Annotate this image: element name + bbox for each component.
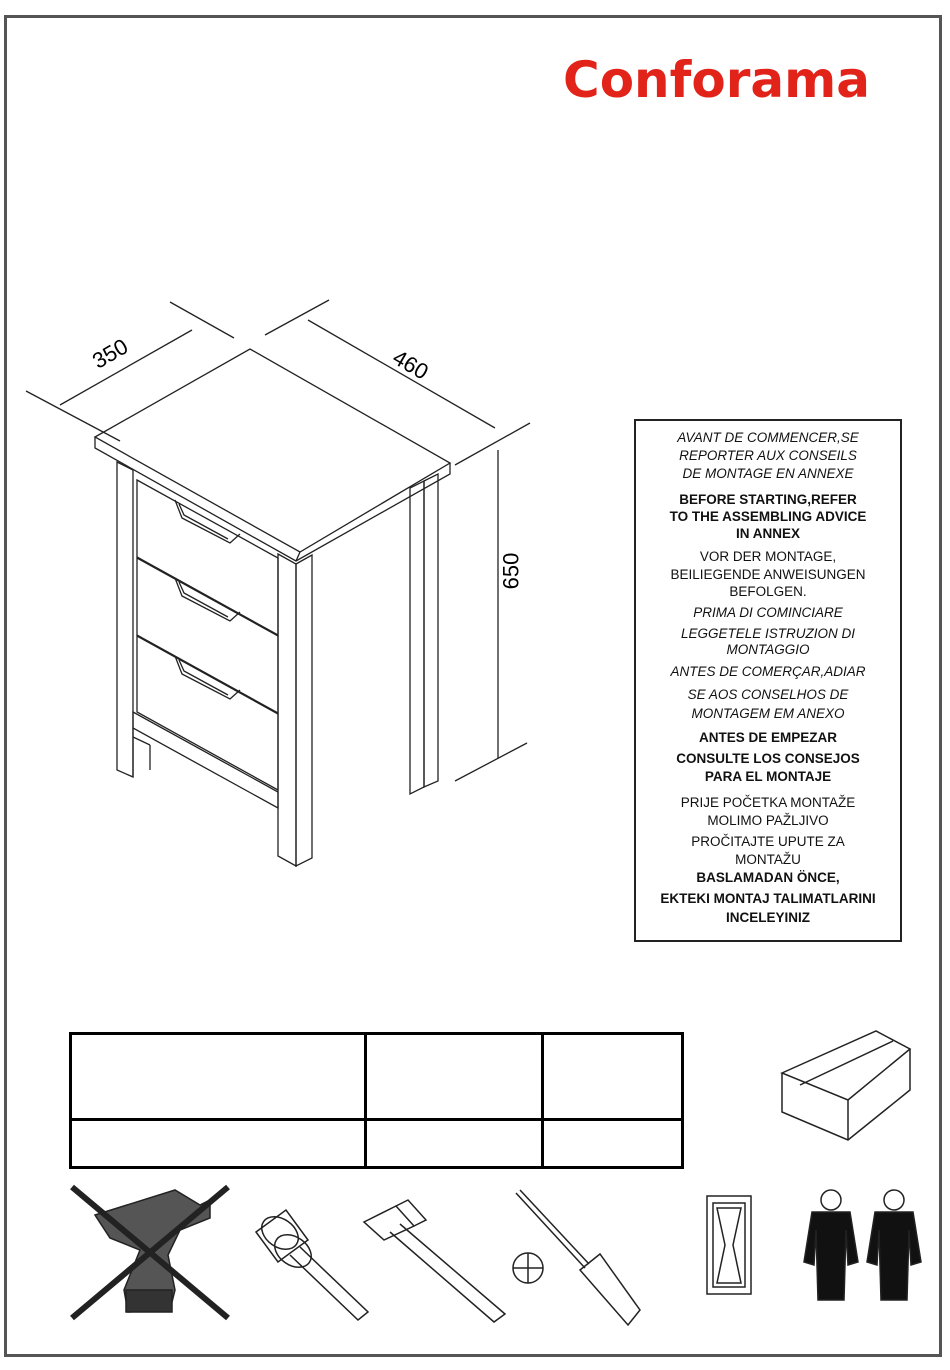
advice-line: SE AOS CONSELHOS DE: [687, 687, 849, 702]
dimension-depth: 350: [87, 333, 133, 374]
advice-line: DE MONTAGE EN ANNEXE: [682, 466, 854, 481]
advice-line: MOLIMO PAŽLJIVO: [707, 813, 829, 828]
advice-line: REPORTER AUX CONSEILS: [679, 448, 857, 463]
advice-line: ANTES DE COMERÇAR,ADIAR: [670, 664, 866, 679]
advice-line: BEFORE STARTING,REFER: [679, 492, 857, 507]
advice-line: PRIMA DI COMINCIARE: [693, 605, 843, 620]
advice-line: PRIJE POČETKA MONTAŽE: [680, 795, 856, 810]
advice-line: TO THE ASSEMBLING ADVICE: [669, 509, 867, 524]
advice-line: PARA EL MONTAJE: [704, 769, 832, 784]
advice-line: EKTEKI MONTAJ TALIMATLARINI: [660, 891, 876, 906]
advice-line: BASLAMADAN ÖNCE,: [696, 870, 840, 885]
advice-line: MONTAŽU: [735, 852, 801, 867]
advice-line: IN ANNEX: [735, 526, 800, 541]
advice-line: CONSULTE LOS CONSEJOS: [676, 751, 860, 766]
advice-line: LEGGETELE ISTRUZION DI: [680, 626, 856, 641]
advice-line: BEFOLGEN.: [729, 584, 807, 599]
advice-line: MONTAGGIO: [726, 642, 810, 657]
advice-line: BEILIEGENDE ANWEISUNGEN: [670, 567, 866, 582]
advice-line: MONTAGEM EM ANEXO: [691, 706, 845, 721]
advice-line: AVANT DE COMMENCER,SE: [677, 430, 859, 445]
dimension-height: 650: [498, 552, 524, 590]
advice-line: PROČITAJTE UPUTE ZA: [691, 834, 845, 849]
brand-logo: Conforama: [563, 51, 870, 109]
advice-line: INCELEYINIZ: [725, 910, 810, 925]
advice-line: VOR DER MONTAGE,: [699, 549, 837, 564]
dimension-width: 460: [388, 344, 433, 385]
advice-line: ANTES DE EMPEZAR: [698, 730, 837, 745]
